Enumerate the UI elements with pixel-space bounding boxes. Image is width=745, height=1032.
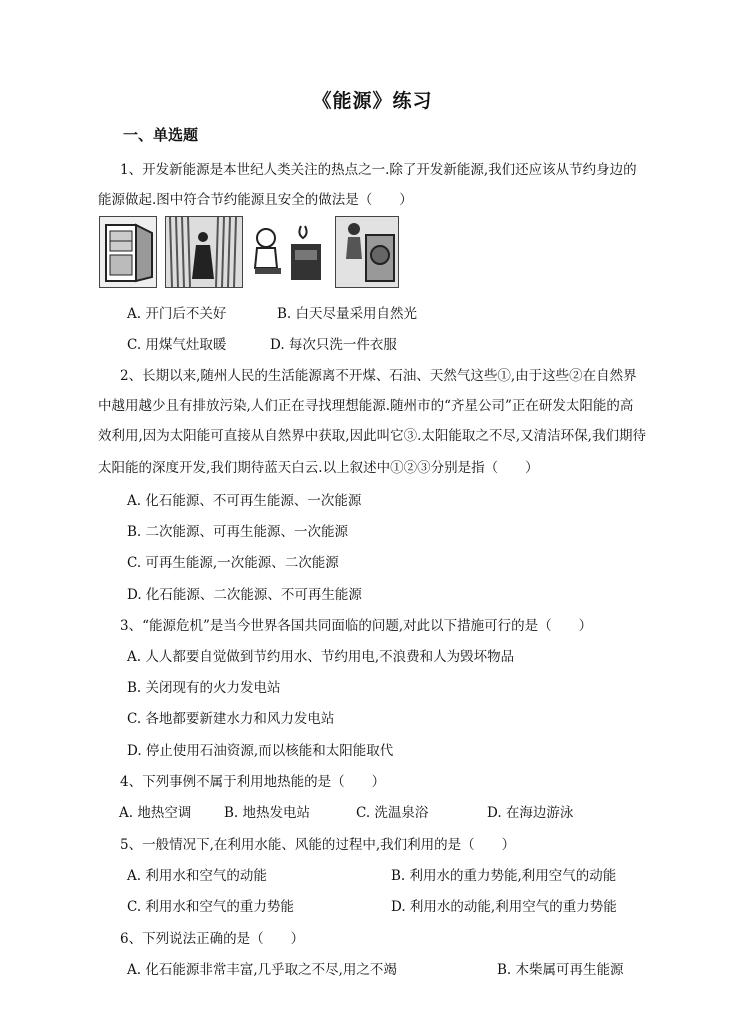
q2-option-c: C. 可再生能源,一次能源、二次能源 [127,555,339,571]
curtains-window-picture [165,216,243,288]
q4-option-d: D. 在海边游泳 [487,805,574,821]
q3-line-1: 3、“能源危机”是当今世界各国共同面临的问题,对此以下措施可行的是（ ） [120,618,593,634]
q3-option-c: C. 各地都要新建水力和风力发电站 [127,711,335,727]
q2-option-d: D. 化石能源、二次能源、不可再生能源 [127,587,362,603]
q6-option-b: B. 木柴属可再生能源 [497,962,624,978]
q1-option-d: D. 每次只洗一件衣服 [270,337,397,353]
q5-option-c: C. 利用水和空气的重力势能 [127,899,294,915]
q5-option-b: B. 利用水的重力势能,利用空气的动能 [391,868,617,884]
q5-option-d: D. 利用水的动能,利用空气的重力势能 [391,899,617,915]
q1-option-a: A. 开门后不关好 [127,306,227,322]
q2-line-3: 效利用,因为太阳能可直接从自然界中获取,因此叫它③.太阳能取之不尽,又清洁环保,我们期待 [98,428,646,444]
q6-option-a: A. 化石能源非常丰富,几乎取之不尽,用之不竭 [127,962,397,978]
q4-option-b: B. 地热发电站 [224,805,311,821]
open-fridge-picture [99,216,157,288]
q2-option-a: A. 化石能源、不可再生能源、一次能源 [127,493,362,509]
gas-stove-heating-picture [251,216,324,286]
q1-line-2: 能源做起.图中符合节约能源且安全的做法是（ ） [98,192,413,208]
q2-line-2: 中越用越少且有排放污染,人们正在寻找理想能源.随州市的“齐星公司”正在研发太阳能的高 [98,398,634,414]
q1-line-1: 1、开发新能源是本世纪人类关注的热点之一.除了开发新能源,我们还应该从节约身边的 [120,162,637,178]
q3-option-d: D. 停止使用石油资源,而以核能和太阳能取代 [127,743,394,759]
q5-line-1: 5、一般情况下,在利用水能、风能的过程中,我们利用的是（ ） [120,837,516,853]
q3-option-b: B. 关闭现有的火力发电站 [127,680,281,696]
q2-line-1: 2、长期以来,随州人民的生活能源离不开煤、石油、天然气这些①,由于这些②在自然界 [120,368,637,384]
q2-line-4: 太阳能的深度开发,我们期待蓝天白云.以上叙述中①②③分别是指（ ） [98,460,539,476]
q4-option-c: C. 洗温泉浴 [356,805,429,821]
q4-option-a: A. 地热空调 [119,805,192,821]
q5-option-a: A. 利用水和空气的动能 [127,868,267,884]
q1-option-b: B. 白天尽量采用自然光 [277,306,418,322]
q4-line-1: 4、下列事例不属于利用地热能的是（ ） [120,774,386,790]
q6-line-1: 6、下列说法正确的是（ ） [120,931,305,947]
washing-machine-picture [335,216,399,288]
section-heading: 一、单选题 [123,126,199,144]
q2-option-b: B. 二次能源、可再生能源、一次能源 [127,524,349,540]
q3-option-a: A. 人人都要自觉做到节约用水、节约用电,不浪费和人为毁坏物品 [127,649,515,665]
page-title: 《能源》练习 [312,90,433,112]
q1-option-c: C. 用煤气灶取暖 [127,337,227,353]
